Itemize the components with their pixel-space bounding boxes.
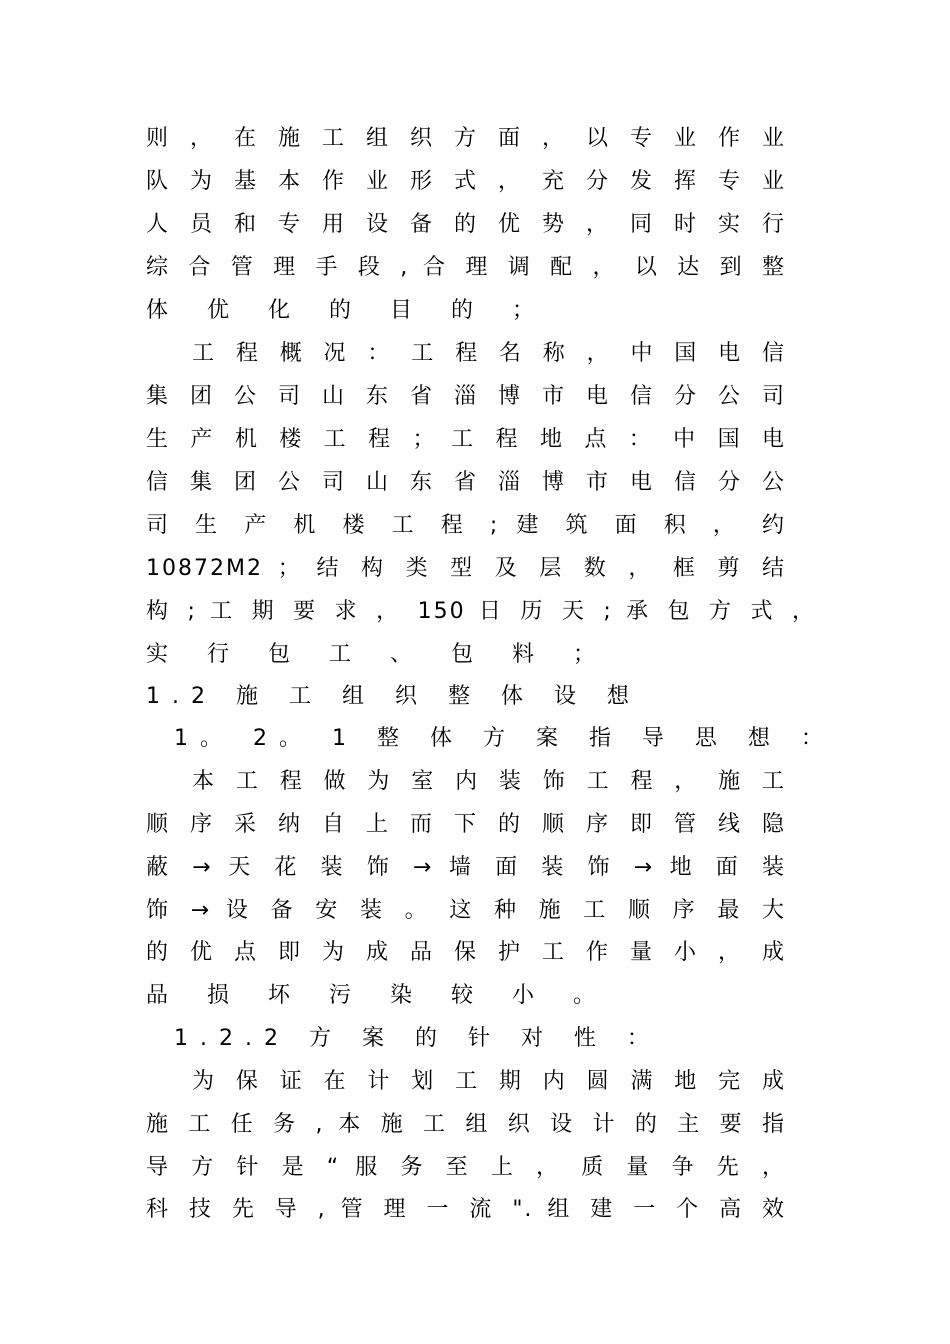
text-line: 顺 序 采 纳 自 上 而 下 的 顺 序 即 管 线 隐 xyxy=(146,812,786,837)
text-line: 信 集 团 公 司 山 东 省 淄 博 市 电 信 分 公 xyxy=(146,470,786,495)
subsection-heading: 1。 2。 1 整 体 方 案 指 导 思 想 ： xyxy=(174,726,835,751)
text-line: 司 生 产 机 楼 工 程 ; 建 筑 面 积 ， 约 xyxy=(146,513,786,538)
text-line: 科 技 先 导 , 管 理 一 流 ". 组 建 一 个 高 效 xyxy=(146,1197,786,1222)
text-line: 品 损 坏 污 染 较 小 。 xyxy=(146,983,611,1008)
paragraph-first-line: 工 程 概 况 ： 工 程 名 称 ， 中 国 电 信 xyxy=(192,341,786,366)
text-line: 队 为 基 本 作 业 形 式 ， 充 分 发 挥 专 业 xyxy=(146,169,786,194)
text-line: 构 ; 工 期 要 求 ， 150 日 历 天 ; 承 包 方 式 ， xyxy=(146,599,816,624)
subsection-heading: 1.2.2 方 案 的 针 对 性 ： xyxy=(174,1026,661,1051)
text-line: 实 行 包 工 、 包 料 ； xyxy=(146,642,611,667)
text-line: 10872M2 ； 结 构 类 型 及 层 数 ， 框 剪 结 xyxy=(146,556,786,581)
text-line: 生 产 机 楼 工 程 ； 工 程 地 点 ： 中 国 电 xyxy=(146,427,786,452)
text-line: 的 优 点 即 为 成 品 保 护 工 作 量 小 ， 成 xyxy=(146,940,786,965)
text-line: 则 ， 在 施 工 组 织 方 面 ， 以 专 业 作 业 xyxy=(146,126,786,151)
text-line: 体 优 化 的 目 的 ； xyxy=(146,298,550,323)
text-line: 综 合 管 理 手 段 , 合 理 调 配 ， 以 达 到 整 xyxy=(146,255,786,280)
text-line: 蔽 → 天 花 装 饰 → 墙 面 装 饰 → 地 面 装 xyxy=(146,855,786,880)
paragraph-first-line: 本 工 程 做 为 室 内 装 饰 工 程 ， 施 工 xyxy=(192,769,786,794)
paragraph-first-line: 为 保 证 在 计 划 工 期 内 圆 满 地 完 成 xyxy=(192,1069,786,1094)
text-line: 集 团 公 司 山 东 省 淄 博 市 电 信 分 公 司 xyxy=(146,384,786,409)
section-heading: 1.2 施 工 组 织 整 体 设 想 xyxy=(146,684,641,709)
text-line: 人 员 和 专 用 设 备 的 优 势 ， 同 时 实 行 xyxy=(146,212,786,237)
text-line: 施 工 任 务 , 本 施 工 组 织 设 计 的 主 要 指 xyxy=(146,1112,786,1137)
text-line: 饰 → 设 备 安 装 。 这 种 施 工 顺 序 最 大 xyxy=(146,898,786,923)
text-line: 导 方 针 是 “ 服 务 至 上 ， 质 量 争 先 ， xyxy=(146,1155,786,1180)
